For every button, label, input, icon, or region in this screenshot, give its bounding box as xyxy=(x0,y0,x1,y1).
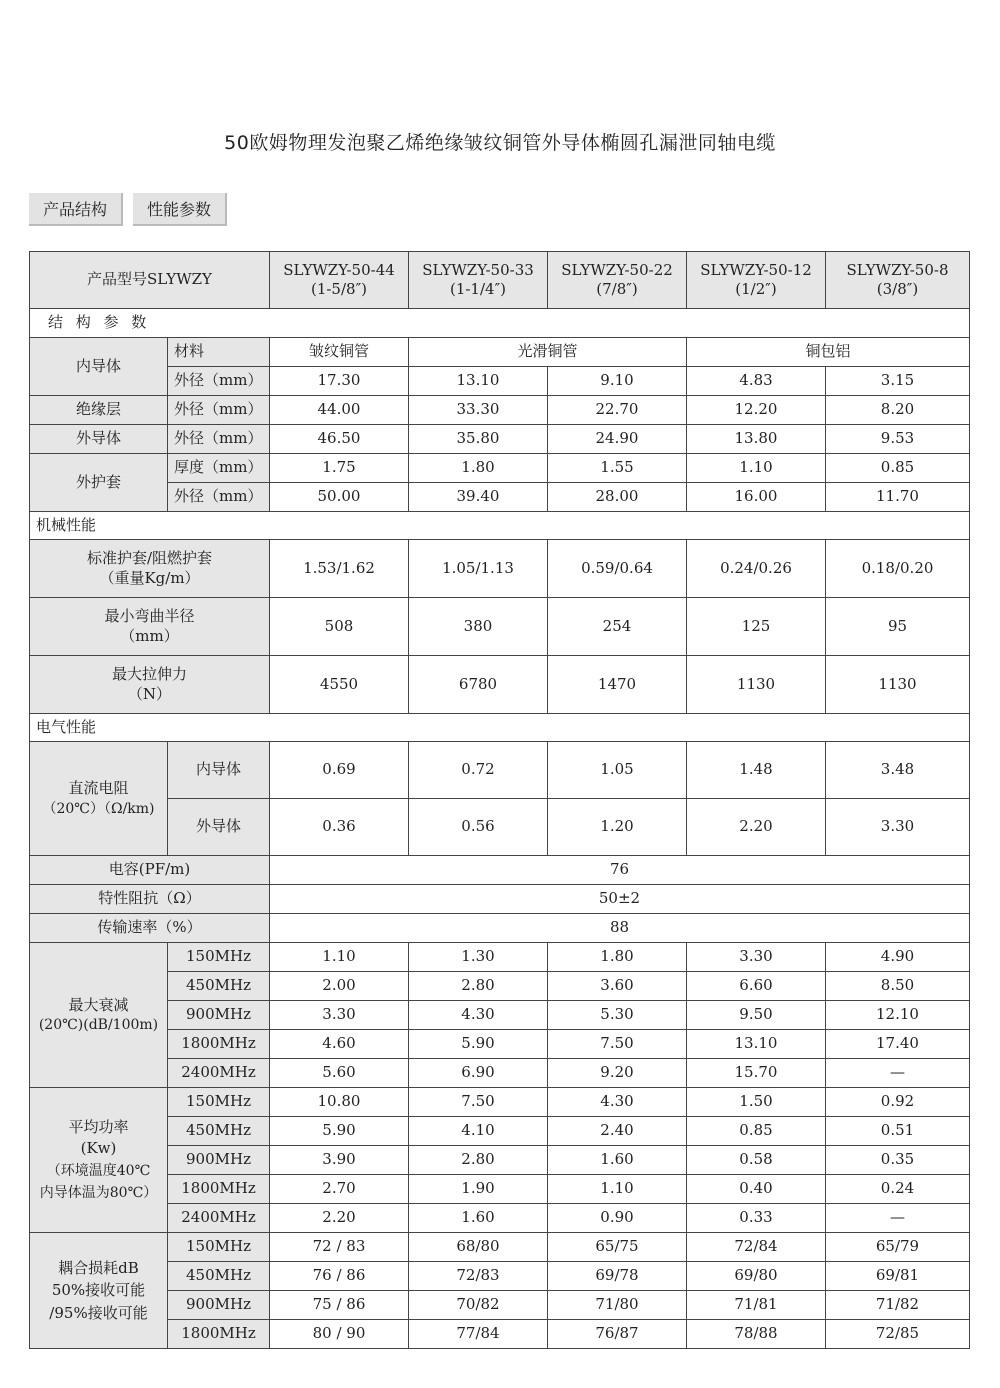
cell: 76 / 86 xyxy=(270,1262,409,1291)
cell: 1130 xyxy=(826,656,970,714)
label-line: 标准护套/阻燃护套 xyxy=(86,549,213,567)
cell: 5.30 xyxy=(548,1001,687,1030)
cell: 508 xyxy=(270,598,409,656)
sub-label-outer: 外导体 xyxy=(168,799,270,856)
cell: 1.10 xyxy=(270,943,409,972)
cell: 0.85 xyxy=(687,1117,826,1146)
cell: 4.90 xyxy=(826,943,970,972)
cell: 11.70 xyxy=(826,483,970,512)
cell: 0.18/0.20 xyxy=(826,540,970,598)
section-mechanical: 机械性能 xyxy=(30,512,970,540)
cell: 光滑铜管 xyxy=(409,338,687,367)
row-label-power xyxy=(30,1088,168,1233)
cell: 17.30 xyxy=(270,367,409,396)
row-label-coupling xyxy=(30,1233,168,1349)
cell: 1.30 xyxy=(409,943,548,972)
cell: 6.90 xyxy=(409,1059,548,1088)
cell: 75 / 86 xyxy=(270,1291,409,1320)
model-size: (1-5/8″) xyxy=(310,280,368,298)
sub-label-od: 外径（mm） xyxy=(168,425,270,454)
model-name: SLYWZY-50-33 xyxy=(422,260,534,279)
table-row xyxy=(30,799,970,856)
cell: 1.55 xyxy=(548,454,687,483)
cell: 0.69 xyxy=(270,742,409,799)
label-line: （20℃）（Ω/km) xyxy=(42,800,155,817)
cell: 1.05/1.13 xyxy=(409,540,548,598)
freq-label: 450MHz xyxy=(168,1262,270,1291)
freq-label: 2400MHz xyxy=(168,1059,270,1088)
model-cell-44 xyxy=(270,252,409,309)
table-row xyxy=(30,367,970,396)
table-row xyxy=(30,454,970,483)
cell: 1.90 xyxy=(409,1175,548,1204)
label-line: (20℃)(dB/100m) xyxy=(38,1017,159,1033)
cell: 1.80 xyxy=(409,454,548,483)
model-name: SLYWZY-50-12 xyxy=(700,260,812,279)
label-line: 内导体温为80℃） xyxy=(39,1184,158,1201)
row-label-outer: 外导体 xyxy=(30,425,168,454)
cell: 5.90 xyxy=(409,1030,548,1059)
cell: 12.10 xyxy=(826,1001,970,1030)
cell: 12.20 xyxy=(687,396,826,425)
cell: 35.80 xyxy=(409,425,548,454)
table-row xyxy=(30,1233,970,1262)
cell: 380 xyxy=(409,598,548,656)
cell: 13.10 xyxy=(687,1030,826,1059)
cell: 2.80 xyxy=(409,972,548,1001)
cell: 0.40 xyxy=(687,1175,826,1204)
cell: 0.92 xyxy=(826,1088,970,1117)
spec-table xyxy=(29,251,970,1349)
tab-bar xyxy=(29,193,227,226)
sub-label-thickness: 厚度（mm） xyxy=(168,454,270,483)
page-title: 50欧姆物理发泡聚乙烯绝缘皱纹铜管外导体椭圆孔漏泄同轴电缆 xyxy=(224,132,776,154)
cell: 3.30 xyxy=(270,1001,409,1030)
tab-product-structure[interactable]: 产品结构 xyxy=(29,193,123,226)
cell: 1130 xyxy=(687,656,826,714)
cell: 0.24 xyxy=(826,1175,970,1204)
cell: 3.30 xyxy=(687,943,826,972)
cell: 7.50 xyxy=(548,1030,687,1059)
row-label-jacket: 外护套 xyxy=(30,454,168,512)
cell: 1.75 xyxy=(270,454,409,483)
cell: 2.20 xyxy=(270,1204,409,1233)
cell: 50.00 xyxy=(270,483,409,512)
cell: 9.53 xyxy=(826,425,970,454)
table-row xyxy=(30,1088,970,1117)
cell: 3.90 xyxy=(270,1146,409,1175)
cell: 28.00 xyxy=(548,483,687,512)
cell: 2.20 xyxy=(687,799,826,856)
cell: 4.60 xyxy=(270,1030,409,1059)
freq-label: 1800MHz xyxy=(168,1320,270,1349)
freq-label: 150MHz xyxy=(168,1233,270,1262)
row-label-insulation: 绝缘层 xyxy=(30,396,168,425)
row-label-bend xyxy=(30,598,270,656)
cell: 3.15 xyxy=(826,367,970,396)
cell: 0.72 xyxy=(409,742,548,799)
row-label-impedance: 特性阻抗（Ω） xyxy=(30,885,270,914)
label-line: 直流电阻 xyxy=(68,779,129,797)
cell: 1.50 xyxy=(687,1088,826,1117)
cell: 1470 xyxy=(548,656,687,714)
cell: 1.60 xyxy=(548,1146,687,1175)
freq-label: 150MHz xyxy=(168,1088,270,1117)
cell: 69/81 xyxy=(826,1262,970,1291)
freq-label: 450MHz xyxy=(168,972,270,1001)
cell: 1.80 xyxy=(548,943,687,972)
cell: 4550 xyxy=(270,656,409,714)
section-electrical: 电气性能 xyxy=(30,714,970,742)
sub-label-inner: 内导体 xyxy=(168,742,270,799)
label-line: （重量Kg/m） xyxy=(99,568,200,587)
cell: 3.60 xyxy=(548,972,687,1001)
table-row xyxy=(30,972,970,1001)
cell: 1.10 xyxy=(548,1175,687,1204)
cell: 8.20 xyxy=(826,396,970,425)
table-row xyxy=(30,396,970,425)
cell: 4.30 xyxy=(409,1001,548,1030)
tab-performance-params[interactable]: 性能参数 xyxy=(133,193,227,226)
cell: 76 xyxy=(270,856,970,885)
cell: 6780 xyxy=(409,656,548,714)
label-line: （N） xyxy=(127,684,172,703)
cell: 10.80 xyxy=(270,1088,409,1117)
table-row xyxy=(30,856,970,885)
cell: 4.30 xyxy=(548,1088,687,1117)
model-cell-22 xyxy=(548,252,687,309)
cell: 8.50 xyxy=(826,972,970,1001)
cell: 80 / 90 xyxy=(270,1320,409,1349)
freq-label: 2400MHz xyxy=(168,1204,270,1233)
cell: 17.40 xyxy=(826,1030,970,1059)
cell: 5.60 xyxy=(270,1059,409,1088)
label-line: 最大衰减 xyxy=(68,995,129,1014)
cell: 0.35 xyxy=(826,1146,970,1175)
row-label-dcr xyxy=(30,742,168,856)
cell: 0.51 xyxy=(826,1117,970,1146)
cell: 16.00 xyxy=(687,483,826,512)
table-row xyxy=(30,1030,970,1059)
cell: 1.53/1.62 xyxy=(270,540,409,598)
label-line: 耦合损耗dB xyxy=(58,1258,139,1277)
table-row xyxy=(30,1320,970,1349)
cell: 50±2 xyxy=(270,885,970,914)
table-row xyxy=(30,914,970,943)
cell: 1.05 xyxy=(548,742,687,799)
cell: 铜包铝 xyxy=(687,338,970,367)
cell: 44.00 xyxy=(270,396,409,425)
table-row xyxy=(30,742,970,799)
label-line: 平均功率 xyxy=(68,1117,129,1136)
model-name: SLYWZY-50-8 xyxy=(846,260,949,279)
table-row xyxy=(30,656,970,714)
freq-label: 900MHz xyxy=(168,1146,270,1175)
cell: 72/85 xyxy=(826,1320,970,1349)
table-row xyxy=(30,885,970,914)
freq-label: 900MHz xyxy=(168,1001,270,1030)
model-size: (3/8″) xyxy=(876,280,919,298)
table-row xyxy=(30,1175,970,1204)
cell: 9.50 xyxy=(687,1001,826,1030)
cell: 46.50 xyxy=(270,425,409,454)
cell: 2.70 xyxy=(270,1175,409,1204)
cell: 71/81 xyxy=(687,1291,826,1320)
row-label-weight xyxy=(30,540,270,598)
cell: 65/75 xyxy=(548,1233,687,1262)
cell: 0.58 xyxy=(687,1146,826,1175)
table-row xyxy=(30,540,970,598)
cell: 69/78 xyxy=(548,1262,687,1291)
table-row xyxy=(30,425,970,454)
model-size: (1-1/4″) xyxy=(449,280,507,298)
row-label-velocity: 传输速率（%） xyxy=(30,914,270,943)
section-structure: 结 构 参 数 xyxy=(30,309,970,338)
cell: 0.33 xyxy=(687,1204,826,1233)
cell: 88 xyxy=(270,914,970,943)
table-row xyxy=(30,1291,970,1320)
freq-label: 1800MHz xyxy=(168,1175,270,1204)
table-row xyxy=(30,1146,970,1175)
label-line: （mm） xyxy=(120,626,179,645)
sub-label-od: 外径（mm） xyxy=(168,483,270,512)
cell: 1.60 xyxy=(409,1204,548,1233)
cell: 0.90 xyxy=(548,1204,687,1233)
cell: 1.20 xyxy=(548,799,687,856)
header-row xyxy=(30,252,970,309)
cell: 125 xyxy=(687,598,826,656)
freq-label: 450MHz xyxy=(168,1117,270,1146)
cell: 39.40 xyxy=(409,483,548,512)
cell: 65/79 xyxy=(826,1233,970,1262)
label-line: /95%接收可能 xyxy=(49,1303,148,1322)
cell: 9.20 xyxy=(548,1059,687,1088)
freq-label: 900MHz xyxy=(168,1291,270,1320)
table-row xyxy=(30,483,970,512)
cell: 24.90 xyxy=(548,425,687,454)
label-line: （环境温度40℃ xyxy=(46,1163,151,1179)
cell: 68/80 xyxy=(409,1233,548,1262)
cell: 78/88 xyxy=(687,1320,826,1349)
cell: 71/80 xyxy=(548,1291,687,1320)
cell: 76/87 xyxy=(548,1320,687,1349)
cell: 69/80 xyxy=(687,1262,826,1291)
table-row xyxy=(30,598,970,656)
label-line: 50%接收可能 xyxy=(51,1281,146,1300)
model-size: (7/8″) xyxy=(596,280,638,298)
table-row xyxy=(30,1059,970,1088)
table-row xyxy=(30,1001,970,1030)
model-cell-33 xyxy=(409,252,548,309)
cell: 7.50 xyxy=(409,1088,548,1117)
cell: 13.10 xyxy=(409,367,548,396)
table-row xyxy=(30,1262,970,1291)
cell: 15.70 xyxy=(687,1059,826,1088)
cell: 2.00 xyxy=(270,972,409,1001)
cell: 95 xyxy=(826,598,970,656)
cell: 2.40 xyxy=(548,1117,687,1146)
model-cell-12 xyxy=(687,252,826,309)
row-label-capacitance: 电容(PF/m) xyxy=(30,856,270,885)
cell: 5.90 xyxy=(270,1117,409,1146)
cell: 9.10 xyxy=(548,367,687,396)
cell: 皱纹铜管 xyxy=(270,338,409,367)
cell: 33.30 xyxy=(409,396,548,425)
cell: 6.60 xyxy=(687,972,826,1001)
label-line: 最大拉伸力 xyxy=(111,665,187,683)
cell: 77/84 xyxy=(409,1320,548,1349)
table-row xyxy=(30,943,970,972)
table-row xyxy=(30,338,970,367)
cell: — xyxy=(826,1059,970,1088)
table-row xyxy=(30,1204,970,1233)
sub-label-od: 外径（mm） xyxy=(168,367,270,396)
cell: 22.70 xyxy=(548,396,687,425)
cell: 4.83 xyxy=(687,367,826,396)
cell: 13.80 xyxy=(687,425,826,454)
label-line: 最小弯曲半径 xyxy=(104,607,195,625)
cell: 4.10 xyxy=(409,1117,548,1146)
cell: 72/83 xyxy=(409,1262,548,1291)
sub-label-od: 外径（mm） xyxy=(168,396,270,425)
cell: 2.80 xyxy=(409,1146,548,1175)
cell: 70/82 xyxy=(409,1291,548,1320)
cell: — xyxy=(826,1204,970,1233)
table-row xyxy=(30,1117,970,1146)
row-label-tensile xyxy=(30,656,270,714)
model-label: 产品型号SLYWZY xyxy=(30,252,270,309)
cell: 254 xyxy=(548,598,687,656)
cell: 0.85 xyxy=(826,454,970,483)
cell: 1.10 xyxy=(687,454,826,483)
cell: 0.59/0.64 xyxy=(548,540,687,598)
cell: 1.48 xyxy=(687,742,826,799)
model-cell-8 xyxy=(826,252,970,309)
cell: 72 / 83 xyxy=(270,1233,409,1262)
model-name: SLYWZY-50-44 xyxy=(283,260,395,279)
cell: 0.56 xyxy=(409,799,548,856)
model-name: SLYWZY-50-22 xyxy=(561,260,673,279)
cell: 0.36 xyxy=(270,799,409,856)
cell: 3.48 xyxy=(826,742,970,799)
model-size: (1/2″) xyxy=(735,280,777,298)
cell: 72/84 xyxy=(687,1233,826,1262)
cell: 3.30 xyxy=(826,799,970,856)
label-line: (Kw) xyxy=(80,1139,117,1158)
cell: 71/82 xyxy=(826,1291,970,1320)
row-label-inner: 内导体 xyxy=(30,338,168,396)
sub-label-material: 材料 xyxy=(168,338,270,367)
freq-label: 1800MHz xyxy=(168,1030,270,1059)
row-label-attenuation xyxy=(30,943,168,1088)
cell: 0.24/0.26 xyxy=(687,540,826,598)
freq-label: 150MHz xyxy=(168,943,270,972)
